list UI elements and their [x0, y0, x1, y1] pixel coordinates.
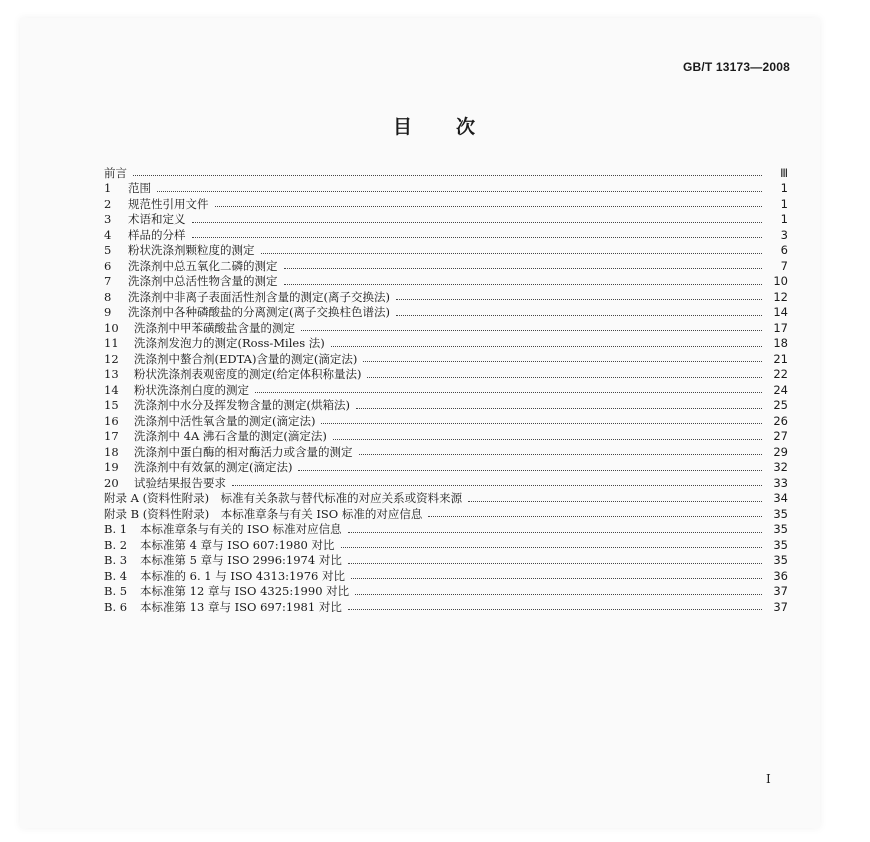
- toc-title: 目 次: [392, 116, 477, 138]
- toc-entry-number: 2: [104, 196, 112, 211]
- toc-entry-number: B. 4: [104, 568, 128, 583]
- toc-entry-label: 样品的分样: [128, 227, 186, 242]
- toc-entry-page: 25: [773, 398, 788, 413]
- toc-entry-label: 前言: [104, 165, 127, 180]
- dot-leader: [367, 377, 762, 378]
- toc-entry-page: 24: [773, 382, 788, 397]
- toc-entry-number: 18: [104, 444, 119, 459]
- toc-entry-number: 17: [104, 429, 119, 444]
- toc-entry-number: 5: [104, 243, 112, 258]
- toc-entry-page: 17: [773, 320, 788, 335]
- toc-entry-label: 试验结果报告要求: [134, 475, 226, 490]
- toc-entry-label: 规范性引用文件: [128, 196, 209, 211]
- toc-entry[interactable]: [104, 274, 788, 290]
- toc-entry-number: 19: [104, 460, 119, 475]
- standard-code: GB/T 13173—2008: [682, 60, 790, 74]
- toc-entry-number: 3: [104, 212, 112, 227]
- dot-leader: [192, 237, 763, 238]
- toc-entry-number: 7: [104, 274, 112, 289]
- toc-entry[interactable]: [104, 584, 788, 600]
- dot-leader: [331, 346, 762, 347]
- toc-entry-number: B. 2: [104, 537, 128, 552]
- toc-entry-page: 7: [780, 258, 788, 273]
- dot-leader: [157, 191, 762, 192]
- toc-entry[interactable]: [104, 196, 788, 212]
- toc-entry-label: 洗涤剂中 4A 沸石含量的测定(滴定法): [134, 429, 327, 444]
- toc-entry-page: 1: [780, 196, 788, 211]
- toc-entry-label: 本标准第 12 章与 ISO 4325:1990 对比: [140, 584, 350, 599]
- toc-entry[interactable]: [104, 258, 788, 274]
- dot-leader: [348, 609, 762, 610]
- toc-entry-label: 洗涤剂中非离子表面活性剂含量的测定(离子交换法): [128, 289, 390, 304]
- dot-leader: [341, 547, 762, 548]
- dot-leader: [133, 175, 762, 176]
- toc-entry-label: 本标准第 4 章与 ISO 607:1980 对比: [140, 537, 335, 552]
- dot-leader: [363, 361, 762, 362]
- toc-entry-label: 洗涤剂中各种磷酸盐的分离测定(离子交换柱色谱法): [128, 305, 390, 320]
- toc-entry-page: 10: [773, 274, 788, 289]
- dot-leader: [215, 206, 763, 207]
- dot-leader: [356, 408, 762, 409]
- toc-entry-page: 37: [773, 599, 788, 614]
- dot-leader: [396, 315, 762, 316]
- dot-leader: [261, 253, 763, 254]
- toc-entry-label: 附录 A (资料性附录) 标准有关条款与替代标准的对应关系或资料来源: [104, 491, 463, 506]
- toc-entry-number: B. 6: [104, 599, 128, 614]
- toc-entry-number: B. 3: [104, 553, 128, 568]
- dot-leader: [301, 330, 762, 331]
- toc-entry-page: 32: [773, 460, 788, 475]
- toc-entry-label: 粉状洗涤剂表观密度的测定(给定体积称量法): [134, 367, 362, 382]
- toc-entry-page: 37: [773, 584, 788, 599]
- toc-entry[interactable]: [104, 289, 788, 305]
- toc-entry[interactable]: [104, 398, 788, 414]
- toc-entry[interactable]: [104, 305, 788, 321]
- toc-entry[interactable]: [104, 227, 788, 243]
- toc-entry-page: 6: [780, 243, 788, 258]
- toc-entry[interactable]: [104, 367, 788, 383]
- toc-entry-label: 本标准第 5 章与 ISO 2996:1974 对比: [140, 553, 342, 568]
- toc-entry[interactable]: [104, 568, 788, 584]
- toc-entry[interactable]: [104, 522, 788, 538]
- toc-entry-number: 16: [104, 413, 119, 428]
- toc-entry[interactable]: [104, 506, 788, 522]
- toc-entry-page: 35: [773, 506, 788, 521]
- toc-entry-page: 27: [773, 429, 788, 444]
- toc-entry[interactable]: [104, 460, 788, 476]
- toc-entry-number: 15: [104, 398, 119, 413]
- toc-entry-number: 12: [104, 351, 119, 366]
- toc-entry-number: 13: [104, 367, 119, 382]
- toc-entry-label: 洗涤剂中螯合剂(EDTA)含量的测定(滴定法): [134, 351, 358, 366]
- toc-entry[interactable]: [104, 413, 788, 429]
- toc-entry-label: 附录 B (资料性附录) 本标准章条与有关 ISO 标准的对应信息: [104, 506, 423, 521]
- toc-entry-page: 14: [773, 305, 788, 320]
- toc-entry-page: 33: [773, 475, 788, 490]
- toc-entry-page: 26: [773, 413, 788, 428]
- toc-entry-number: 4: [104, 227, 112, 242]
- toc-entry-page: 35: [773, 537, 788, 552]
- dot-leader: [359, 454, 763, 455]
- toc-entry[interactable]: [104, 181, 788, 197]
- toc-entry-number: B. 1: [104, 522, 128, 537]
- toc-entry[interactable]: [104, 165, 788, 181]
- dot-leader: [321, 423, 762, 424]
- toc-entry-label: 粉状洗涤剂白度的测定: [134, 382, 249, 397]
- toc-entry-page: Ⅲ: [780, 165, 788, 180]
- toc-entry[interactable]: [104, 382, 788, 398]
- dot-leader: [333, 439, 762, 440]
- toc-entry-number: 11: [104, 336, 119, 351]
- toc-entry[interactable]: [104, 599, 788, 615]
- toc-entry-page: 34: [773, 491, 788, 506]
- toc-entry-number: 8: [104, 289, 112, 304]
- toc-entry-label: 范围: [128, 181, 151, 196]
- toc-entry-number: 14: [104, 382, 119, 397]
- toc-entry-page: 1: [780, 181, 788, 196]
- dot-leader: [428, 516, 762, 517]
- toc-entry[interactable]: [104, 351, 788, 367]
- toc-entry[interactable]: [104, 537, 788, 553]
- toc-entry-page: 35: [773, 522, 788, 537]
- table-of-contents: [104, 165, 788, 615]
- dot-leader: [351, 578, 762, 579]
- toc-entry[interactable]: [104, 475, 788, 491]
- toc-entry[interactable]: [104, 444, 788, 460]
- toc-entry-number: 9: [104, 305, 112, 320]
- toc-entry-label: 洗涤剂中水分及挥发物含量的测定(烘箱法): [134, 398, 350, 413]
- toc-entry-label: 洗涤剂中甲苯磺酸盐含量的测定: [134, 320, 295, 335]
- dot-leader: [348, 532, 762, 533]
- toc-entry-label: 洗涤剂中蛋白酶的相对酶活力或含量的测定: [134, 444, 353, 459]
- toc-entry-label: 洗涤剂中活性氧含量的测定(滴定法): [134, 413, 316, 428]
- footer-page-number: Ⅰ: [766, 772, 771, 786]
- toc-entry[interactable]: [104, 553, 788, 569]
- toc-entry-number: 1: [104, 181, 112, 196]
- toc-entry-label: 洗涤剂中总活性物含量的测定: [128, 274, 278, 289]
- toc-entry-label: 本标准的 6. 1 与 ISO 4313:1976 对比: [140, 568, 345, 583]
- dot-leader: [232, 485, 762, 486]
- dot-leader: [255, 392, 762, 393]
- toc-entry[interactable]: [104, 336, 788, 352]
- dot-leader: [468, 501, 762, 502]
- toc-entry[interactable]: [104, 320, 788, 336]
- dot-leader: [348, 563, 762, 564]
- toc-entry-page: 21: [773, 351, 788, 366]
- toc-entry-number: 6: [104, 258, 112, 273]
- toc-entry-page: 22: [773, 367, 788, 382]
- toc-entry-page: 36: [773, 568, 788, 583]
- toc-entry-number: B. 5: [104, 584, 128, 599]
- toc-entry[interactable]: [104, 243, 788, 259]
- toc-entry-page: 12: [773, 289, 788, 304]
- toc-entry-page: 3: [780, 227, 788, 242]
- dot-leader: [298, 470, 762, 471]
- dot-leader: [192, 222, 763, 223]
- toc-entry-label: 洗涤剂中总五氧化二磷的测定: [128, 258, 278, 273]
- toc-entry-label: 本标准章条与有关的 ISO 标准对应信息: [140, 522, 342, 537]
- toc-entry-page: 29: [773, 444, 788, 459]
- toc-entry[interactable]: [104, 212, 788, 228]
- dot-leader: [284, 284, 763, 285]
- dot-leader: [284, 268, 763, 269]
- toc-entry-page: 1: [780, 212, 788, 227]
- toc-entry-label: 本标准第 13 章与 ISO 697:1981 对比: [140, 599, 342, 614]
- toc-entry-number: 20: [104, 475, 119, 490]
- toc-entry[interactable]: [104, 429, 788, 445]
- toc-entry-label: 术语和定义: [128, 212, 186, 227]
- toc-entry-label: 洗涤剂中有效氯的测定(滴定法): [134, 460, 293, 475]
- dot-leader: [396, 299, 762, 300]
- dot-leader: [355, 594, 762, 595]
- toc-entry-page: 18: [773, 336, 788, 351]
- toc-entry-label: 洗涤剂发泡力的测定(Ross-Miles 法): [134, 336, 325, 351]
- toc-entry-label: 粉状洗涤剂颗粒度的测定: [128, 243, 255, 258]
- toc-entry-number: 10: [104, 320, 119, 335]
- toc-entry[interactable]: [104, 491, 788, 507]
- toc-entry-page: 35: [773, 553, 788, 568]
